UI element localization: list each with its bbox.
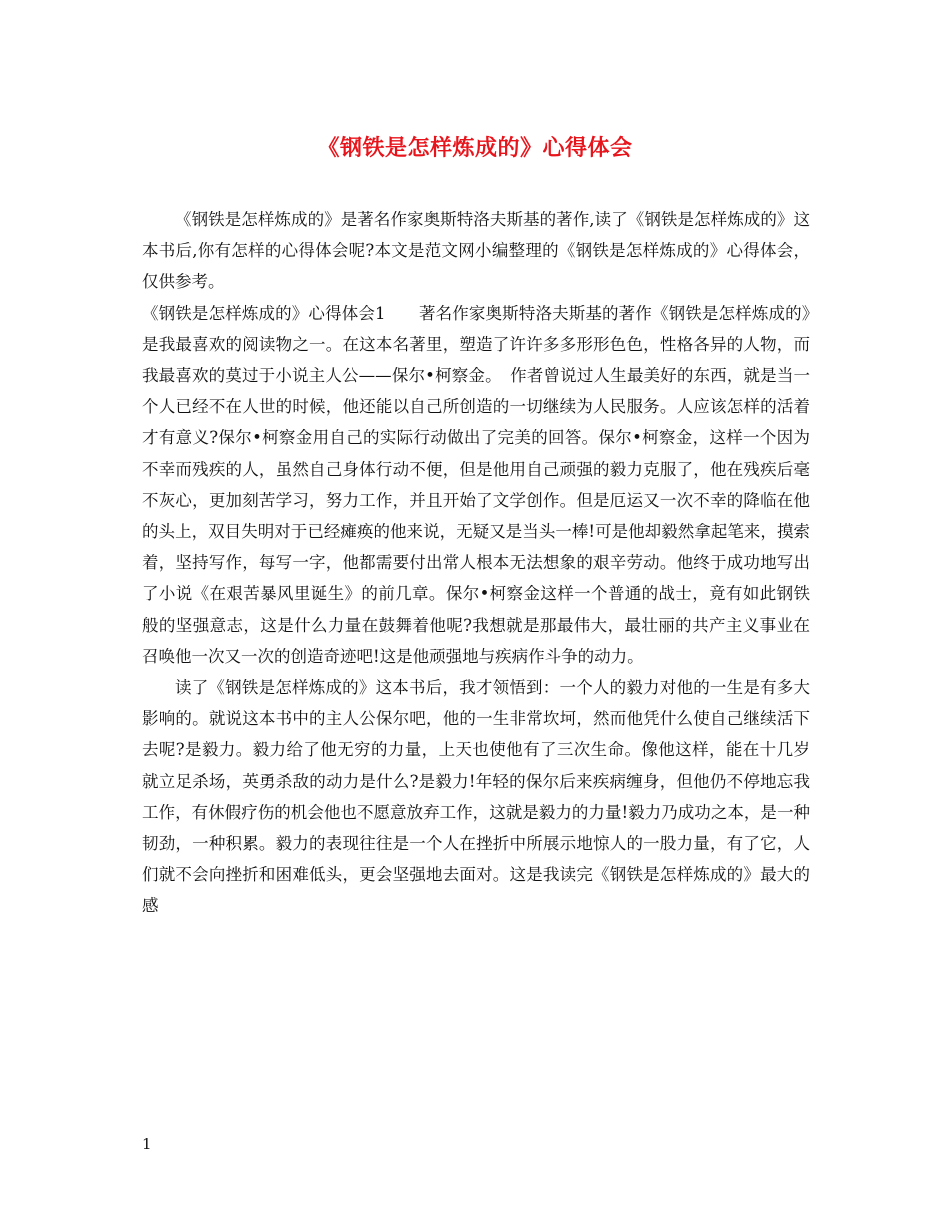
section-one-paragraph: 《钢铁是怎样炼成的》心得体会1 著名作家奥斯特洛夫斯基的著作《钢铁是怎样炼成的》是我最喜欢的阅读物之一。在这本名著里，塑造了许许多多形形色色，性格各异的人物，而我最喜欢的莫过于小说主人公——保尔•柯察金。 作者曾说过人生最美好的东西，就是当一个人已经不在人世的时候，他还能以自己所创造的一切继续为人民服务。人应该怎样的活着才有意义?保尔•柯察金用自己的实际行动做出了完美的回答。保尔•柯察金，这样一个因为不幸而残疾的人，虽然自己身体行动不便，但是他用自己顽强的毅力克服了，他在残疾后毫不灰心，更加刻苦学习，努力工作，并且开始了文学创作。但是厄运又一次不幸的降临在他的头上，双目失明对于已经瘫痪的他来说，无疑又是当头一棒!可是他却毅然拿起笔来，摸索着，坚持写作，每写一字，他都需要付出常人根本无法想象的艰辛劳动。他终于成功地写出了小说《在艰苦暴风里诞生》的前几章。保尔•柯察金这样一个普通的战士，竟有如此钢铁般的坚强意志，这是什么力量在鼓舞着他呢?我想就是那最伟大，最壮丽的共产主义事业在召唤他一次又一次的创造奇迹吧!这是他顽强地与疾病作斗争的动力。 — [142, 303, 810, 666]
document-body — [142, 204, 810, 922]
document-title: 《钢铁是怎样炼成的》心得体会 — [317, 135, 633, 161]
reflection-paragraph: 读了《钢铁是怎样炼成的》这本书后，我才领悟到：一个人的毅力对他的一生是有多大影响的。就说这本书中的主人公保尔吧，他的一生非常坎坷，然而他凭什么使自己继续活下去呢?是毅力。毅力给了他无穷的力量，上天也使他有了三次生命。像他这样，能在十几岁就立足杀场，英勇杀敌的动力是什么?是毅力!年轻的保尔后来疾病缠身，但他仍不停地忘我工作，有休假疗伤的机会他也不愿意放弃工作，这就是毅力的力量!毅力乃成功之本，是一种韧劲，一种积累。毅力的表现往往是一个人在挫折中所展示地惊人的一股力量，有了它，人们就不会向挫折和困难低头，更会坚强地去面对。这是我读完《钢铁是怎样炼成的》最大的感 — [142, 678, 810, 916]
intro-paragraph: 《钢铁是怎样炼成的》是著名作家奥斯特洛夫斯基的著作,读了《钢铁是怎样炼成的》这本书后,你有怎样的心得体会呢?本文是范文网小编整理的《钢铁是怎样炼成的》心得体会，仅供参考。 — [142, 210, 810, 292]
page-number: 1 — [142, 1135, 152, 1153]
